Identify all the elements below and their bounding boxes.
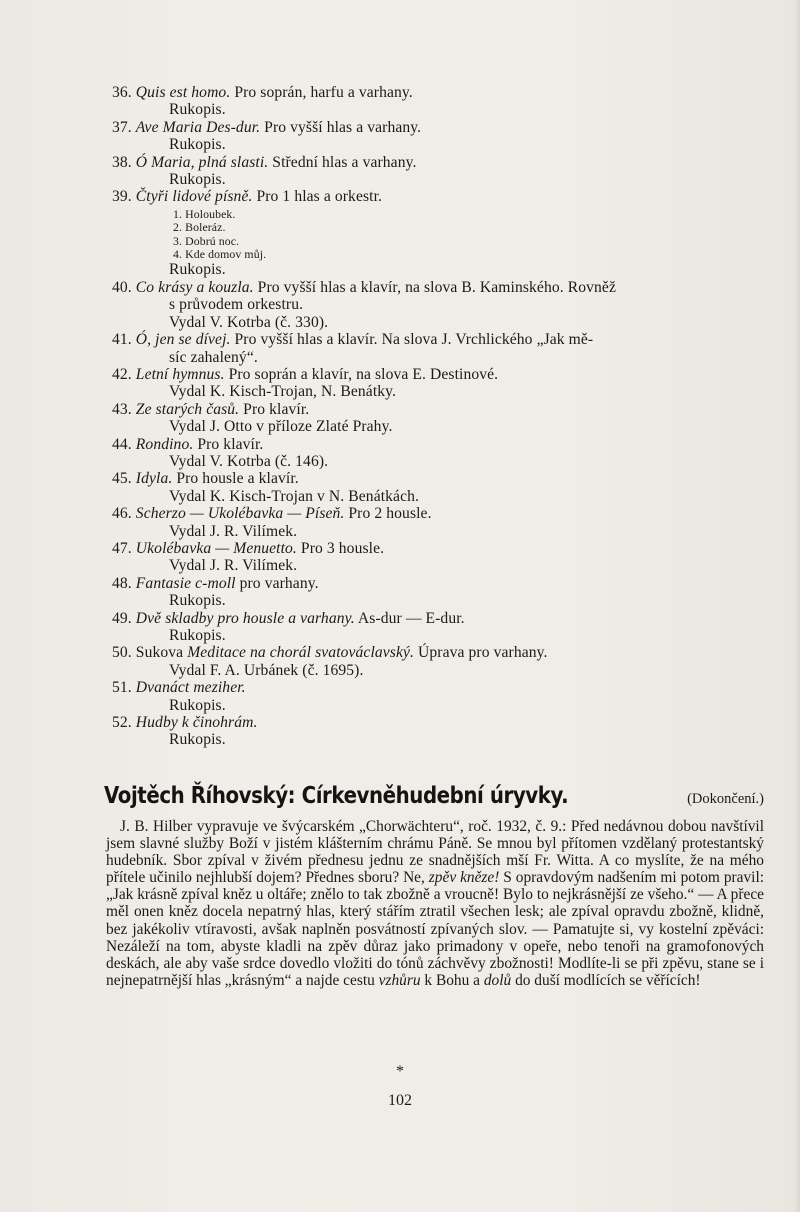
works-catalog <box>112 84 772 749</box>
article-paragraph <box>106 818 764 989</box>
entry-description: Střední hlas a varhany. <box>268 153 417 171</box>
article-heading <box>104 783 764 809</box>
entry-publication-note: Vydal J. R. Vilímek. <box>169 522 298 540</box>
entry-heading-line <box>112 436 772 453</box>
entry-description: Pro vyšší hlas a klavír. Na slova J. Vrchlického „Jak mě- <box>230 331 594 349</box>
catalog-entry <box>112 610 772 645</box>
entry-title: Dvě skladby pro housle a varhany. <box>135 609 355 627</box>
entry-heading-line <box>112 279 772 296</box>
entry-heading-line <box>112 84 772 101</box>
entry-heading-line <box>112 644 772 661</box>
entry-description-continuation: s průvodem orkestru. <box>169 296 304 314</box>
text-run: S opravdovým nadšením mi potom pravil: „Jak krásně zpíval kněz u oltáře; znělo to tak zbožně a vroucně! Bylo to nejkrásnější ze všeho.“ — A přece měl onen kněz docela nepatrný hlas, který stářím ztratil všechen lesk; ale zpíval opravdu zbožně, klidně, bez jakékoliv vtíravosti, avšak naplněn posvátností zpívaných slov. — Pamatujte si, vy kostelní zpěváci: Nezáleží na tom, abyste kladli na zpěv důraz jako primadony v opeře, nebo tenoři na gramofonových deskách, ale aby vaše srdce dovedlo vložiti do tónů záchvěvy zbožnosti! Modlíte-li se při zpěvu, stane se i nejnepatrnější hlas „krásným“ a najde cestu <box>106 869 764 989</box>
catalog-entry <box>112 366 772 401</box>
catalog-entry <box>112 84 772 119</box>
entry-title: Rondino. <box>135 435 194 453</box>
text-run: k Bohu a <box>420 971 484 989</box>
entry-heading-line <box>112 470 772 487</box>
entry-description: Pro housle a klavír. <box>172 470 299 488</box>
entry-heading-line <box>112 188 772 205</box>
entry-title: Dvanáct meziher. <box>135 679 246 697</box>
entry-title: Quis est homo. <box>135 84 231 101</box>
entry-publication-note: Rukopis. <box>169 696 226 714</box>
entry-number: 36. <box>112 84 132 101</box>
article-body <box>106 818 764 989</box>
entry-title: Hudby k činohrám. <box>135 714 258 732</box>
entry-publication-note: Vydal J. Otto v příloze Zlaté Prahy. <box>169 418 393 436</box>
entry-title: Ukolébavka — Menuetto. <box>135 539 297 557</box>
entry-number: 40. <box>112 278 132 296</box>
entry-publication-note: Vydal K. Kisch-Trojan, N. Benátky. <box>169 383 397 401</box>
entry-number: 41. <box>112 331 132 349</box>
entry-number: 42. <box>112 365 132 383</box>
entry-publication-note: Rukopis. <box>169 592 226 610</box>
entry-publication-note: Vydal V. Kotrba (č. 330). <box>169 313 329 331</box>
entry-number: 51. <box>112 679 132 697</box>
entry-number: 45. <box>112 470 132 488</box>
section-separator: * <box>396 1063 404 1080</box>
entry-description: As-dur — E-dur. <box>354 609 465 627</box>
entry-heading-line <box>112 119 772 136</box>
entry-number: 43. <box>112 400 132 418</box>
entry-sublist <box>112 208 772 262</box>
catalog-entry <box>112 714 772 749</box>
catalog-entry <box>112 279 772 331</box>
entry-title: Co krásy a kouzla. <box>135 278 254 296</box>
text-run: do duší modlících se věřících! <box>511 971 701 989</box>
entry-heading-line <box>112 679 772 696</box>
entry-description: Úprava pro varhany. <box>414 644 548 662</box>
entry-publication-note: Vydal V. Kotrba (č. 146). <box>169 452 329 470</box>
entry-title: Ó, jen se dívej. <box>135 331 231 349</box>
entry-title: Ó Maria, plná slasti. <box>135 153 269 171</box>
sublist-item: 2. Boleráz. <box>173 220 226 235</box>
entry-title: Meditace na chorál svatováclavský. <box>187 644 415 662</box>
entry-publication-note: Rukopis. <box>169 731 226 749</box>
entry-title: Letní hymnus. <box>135 365 225 383</box>
emphasized-text: dolů <box>483 971 512 989</box>
entry-number: 52. <box>112 714 132 732</box>
entry-number: 44. <box>112 435 132 453</box>
entry-description: Pro vyšší hlas a varhany. <box>260 118 422 136</box>
entry-description: Pro 3 housle. <box>296 539 385 557</box>
page-number: 102 <box>388 1092 412 1109</box>
entry-number: 39. <box>112 188 132 206</box>
entry-description: Pro klavír. <box>239 400 310 418</box>
entry-publication-note: Rukopis. <box>169 261 226 279</box>
catalog-entry <box>112 401 772 436</box>
catalog-entry <box>112 470 772 505</box>
entry-title: Ave Maria Des-dur. <box>135 118 261 136</box>
entry-heading-line <box>112 714 772 731</box>
entry-number: 48. <box>112 574 132 592</box>
entry-heading-line <box>112 575 772 592</box>
entry-title: Idyla. <box>135 470 173 488</box>
entry-heading-line <box>112 401 772 418</box>
entry-heading-line <box>112 540 772 557</box>
entry-prefix: Sukova <box>135 644 188 662</box>
entry-heading-line <box>112 154 772 171</box>
catalog-entry <box>112 540 772 575</box>
article-continued-note: (Dokončení.) <box>687 791 764 807</box>
catalog-entry <box>112 679 772 714</box>
catalog-entry <box>112 119 772 154</box>
catalog-entry <box>112 575 772 610</box>
article-title: Vojtěch Říhovský: Církevněhudební úryvky. <box>104 783 569 809</box>
text-run: J. B. Hilber vypravuje ve švýcarském „Chorwächteru“, roč. 1932, č. 9.: Před nedávnou dobou navštívil jsem slavné služby Boží v jistém klášterním chrámu Páně. Se mnou byl přítomen vzdělaný protestantský hudebník. Sbor zpíval v živém přednesu jednu ze snadnějších mší Fr. Witta. A co myslíte, že na mého přítele učinilo nejhlubší dojem? Přednes sboru? Ne, <box>106 818 764 887</box>
entry-description: Pro 2 housle. <box>344 505 432 523</box>
entry-heading-line <box>112 331 772 348</box>
emphasized-text: zpěv kněze! <box>428 869 500 887</box>
sublist-item: 4. Kde domov můj. <box>173 247 267 262</box>
entry-heading-line <box>112 366 772 383</box>
entry-publication-note: Rukopis. <box>169 627 226 644</box>
entry-description: Pro klavír. <box>193 435 264 453</box>
catalog-entry <box>112 644 772 679</box>
sublist-item: 1. Holoubek. <box>173 206 236 221</box>
sublist-item: 3. Dobrú noc. <box>173 233 240 248</box>
entry-number: 46. <box>112 505 132 523</box>
entry-title: Čtyři lidové písně. <box>135 188 253 206</box>
entry-title: Fantasie c-moll <box>135 574 236 592</box>
catalog-entry <box>112 154 772 189</box>
entry-number: 47. <box>112 539 132 557</box>
entry-description: Pro soprán a klavír, na slova E. Destinové. <box>224 365 499 383</box>
entry-publication-note: Vydal F. A. Urbánek (č. 1695). <box>169 661 364 679</box>
entry-number: 49. <box>112 609 132 627</box>
catalog-entry <box>112 188 772 278</box>
entry-publication-note: Vydal J. R. Vilímek. <box>169 557 298 575</box>
entry-number: 50. <box>112 644 132 662</box>
entry-heading-line <box>112 610 772 627</box>
entry-title: Scherzo — Ukolébavka — Píseň. <box>135 505 345 523</box>
entry-publication-note: Rukopis. <box>169 136 226 154</box>
entry-description: Pro vyšší hlas a klavír, na slova B. Kaminského. Rovněž <box>253 278 616 296</box>
entry-description: Pro 1 hlas a orkestr. <box>252 188 382 206</box>
catalog-entry <box>112 331 772 366</box>
entry-description-continuation: síc zahalený“. <box>169 348 258 366</box>
entry-description: Pro soprán, harfu a varhany. <box>230 84 413 101</box>
catalog-entry <box>112 505 772 540</box>
entry-description: pro varhany. <box>235 574 319 592</box>
entry-publication-note: Vydal K. Kisch-Trojan v N. Benátkách. <box>169 487 419 505</box>
entry-number: 38. <box>112 153 132 171</box>
entry-title: Ze starých časů. <box>135 400 240 418</box>
page-edge-shadow <box>794 0 800 1212</box>
entry-publication-note: Rukopis. <box>169 101 226 119</box>
entry-publication-note: Rukopis. <box>169 171 226 189</box>
entry-number: 37. <box>112 118 132 136</box>
emphasized-text: vzhůru <box>378 971 421 989</box>
entry-heading-line <box>112 505 772 522</box>
catalog-entry <box>112 436 772 471</box>
